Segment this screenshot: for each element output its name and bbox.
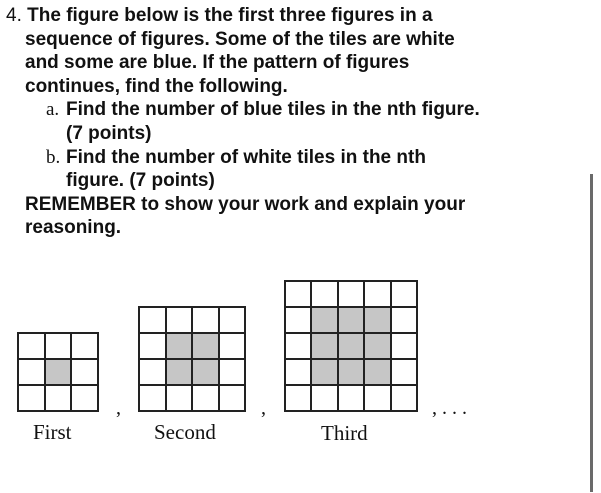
white-tile [192, 307, 219, 333]
white-tile [311, 385, 337, 411]
separator-comma-2: , [261, 397, 266, 419]
white-tile [391, 385, 417, 411]
figure-third-grid [284, 280, 418, 412]
white-tile [338, 281, 364, 307]
white-tile [285, 385, 311, 411]
white-tile [311, 281, 337, 307]
white-tile [391, 307, 417, 333]
question-line-2: sequence of figures. Some of the tiles are white [25, 28, 455, 50]
white-tile [166, 307, 193, 333]
blue-tile [45, 359, 72, 385]
white-tile [219, 385, 246, 411]
blue-tile [364, 307, 390, 333]
white-tile [285, 307, 311, 333]
white-tile [45, 333, 72, 359]
white-tile [18, 359, 45, 385]
blue-tile [166, 359, 193, 385]
question-text [6, 4, 566, 240]
white-tile [285, 281, 311, 307]
part-a-points: (7 points) [66, 122, 152, 144]
figure-third-caption: Third [321, 421, 368, 445]
part-b-label: b. [46, 146, 61, 168]
white-tile [71, 333, 98, 359]
white-tile [219, 333, 246, 359]
blue-tile [338, 359, 364, 385]
figure-first-grid [17, 332, 99, 412]
blue-tile [192, 333, 219, 359]
white-tile [71, 385, 98, 411]
separator-comma-1: , [116, 397, 121, 419]
part-b-points: figure. (7 points) [66, 170, 215, 192]
white-tile [18, 333, 45, 359]
white-tile [219, 359, 246, 385]
blue-tile [311, 359, 337, 385]
white-tile [139, 333, 166, 359]
white-tile [338, 385, 364, 411]
white-tile [192, 385, 219, 411]
white-tile [139, 385, 166, 411]
question-number: 4. [6, 5, 22, 26]
white-tile [139, 307, 166, 333]
figure-second-grid [138, 306, 246, 412]
part-a-label: a. [46, 99, 60, 121]
white-tile [219, 307, 246, 333]
white-tile [285, 359, 311, 385]
blue-tile [364, 333, 390, 359]
blue-tile [338, 307, 364, 333]
figure-first-caption: First [33, 420, 72, 444]
white-tile [364, 385, 390, 411]
remember-line-1: REMEMBER to show your work and explain your [25, 193, 466, 215]
white-tile [166, 385, 193, 411]
blue-tile [192, 359, 219, 385]
white-tile [45, 385, 72, 411]
blue-tile [166, 333, 193, 359]
figure-second-caption: Second [154, 420, 216, 444]
part-b: b. Find the number of white tiles in the nth [46, 146, 426, 168]
white-tile [391, 281, 417, 307]
white-tile [71, 359, 98, 385]
blue-tile [311, 307, 337, 333]
question-line-4: continues, find the following. [25, 75, 288, 97]
blue-tile [364, 359, 390, 385]
white-tile [139, 359, 166, 385]
white-tile [364, 281, 390, 307]
part-a: a. Find the number of blue tiles in the nth figure. [46, 99, 480, 121]
question-line-3: and some are blue. If the pattern of figures [25, 52, 410, 74]
scrollbar[interactable] [590, 174, 593, 492]
separator-ellipsis: , . . . [432, 397, 467, 419]
white-tile [18, 385, 45, 411]
blue-tile [338, 333, 364, 359]
remember-line-2: reasoning. [25, 217, 122, 239]
white-tile [391, 333, 417, 359]
blue-tile [311, 333, 337, 359]
white-tile [391, 359, 417, 385]
question-line-1: 4. The figure below is the first three figures in a [6, 5, 433, 26]
white-tile [285, 333, 311, 359]
